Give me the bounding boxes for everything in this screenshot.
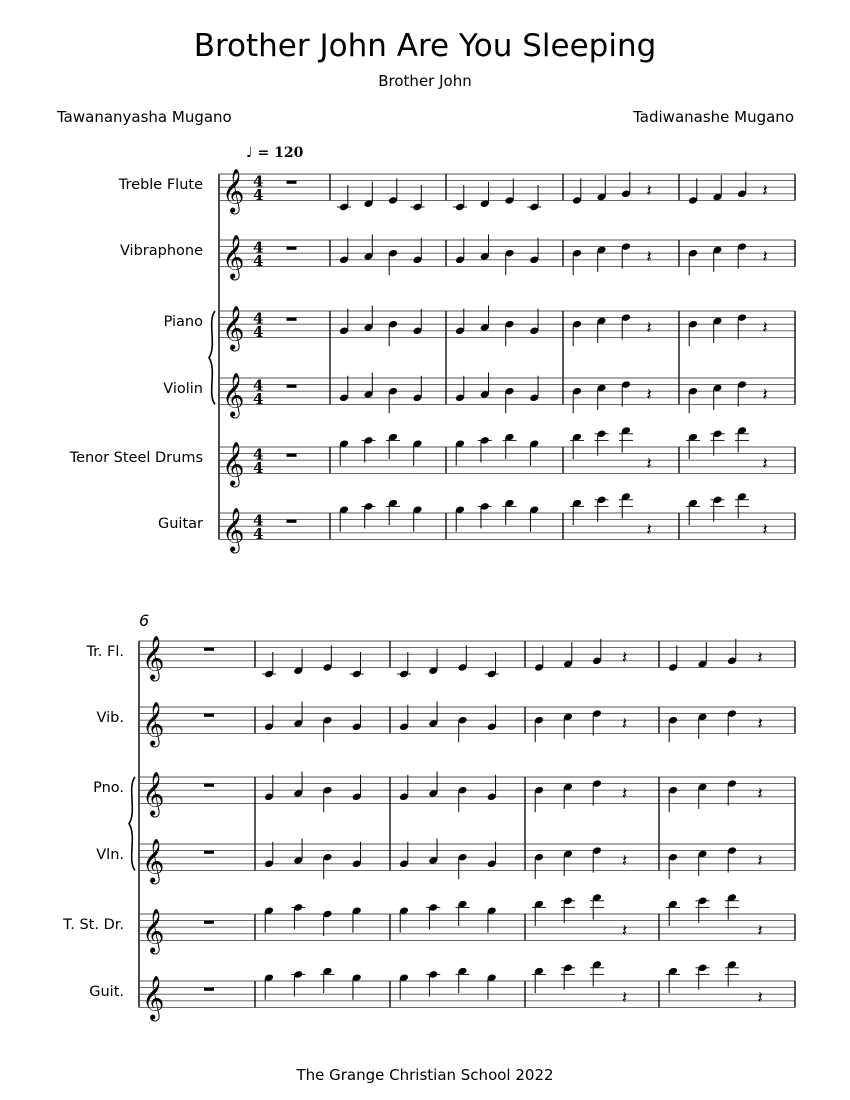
instrument-label: Treble Flute (118, 177, 203, 194)
quarter-rest-icon: 𝄽 (646, 384, 652, 405)
quarter-rest-icon: 𝄽 (757, 647, 763, 668)
whole-rest-icon (287, 385, 297, 388)
quarter-rest-icon: 𝄽 (757, 920, 763, 941)
treble-clef-icon: 𝄞 (142, 838, 165, 883)
instrument-label: Piano (163, 314, 203, 331)
quarter-rest-icon: 𝄽 (762, 246, 768, 267)
instrument-label: Tr. Fl. (86, 644, 124, 661)
quarter-rest-icon: 𝄽 (762, 453, 768, 474)
whole-rest-icon (287, 318, 297, 321)
whole-rest-icon (287, 454, 297, 457)
whole-rest-icon (204, 988, 214, 991)
time-signature-top: 4 (253, 309, 264, 328)
time-signature-top: 4 (253, 511, 264, 530)
quarter-rest-icon: 𝄽 (762, 180, 768, 201)
time-signature-bottom: 4 (253, 524, 264, 543)
whole-rest-icon (287, 181, 297, 184)
score-subtitle: Brother John (378, 72, 472, 90)
quarter-rest-icon: 𝄽 (762, 519, 768, 540)
treble-clef-icon: 𝄞 (222, 372, 245, 417)
quarter-rest-icon: 𝄽 (646, 180, 652, 201)
treble-clef-icon: 𝄞 (142, 701, 165, 746)
instrument-label: Vib. (96, 710, 124, 727)
time-signature-bottom: 4 (253, 185, 264, 204)
time-signature-bottom: 4 (253, 389, 264, 408)
instrument-label: Violin (163, 381, 203, 398)
whole-rest-icon (287, 520, 297, 523)
quarter-rest-icon: 𝄽 (646, 453, 652, 474)
quarter-rest-icon: 𝄽 (622, 713, 628, 734)
quarter-rest-icon: 𝄽 (757, 713, 763, 734)
time-signature-top: 4 (253, 445, 264, 464)
tempo-value: = 120 (257, 145, 304, 161)
quarter-rest-icon: 𝄽 (622, 987, 628, 1008)
instrument-label: T. St. Dr. (63, 917, 124, 934)
whole-rest-icon (204, 714, 214, 717)
treble-clef-icon: 𝄞 (142, 771, 165, 816)
whole-rest-icon (287, 247, 297, 250)
treble-clef-icon: 𝄞 (222, 441, 245, 486)
whole-rest-icon (204, 784, 214, 787)
whole-rest-icon (204, 921, 214, 924)
quarter-rest-icon: 𝄽 (622, 850, 628, 871)
whole-rest-icon (204, 648, 214, 651)
quarter-rest-icon: 𝄽 (622, 920, 628, 941)
instrument-label: Vln. (96, 847, 124, 864)
composer-name: Tadiwanashe Mugano (633, 108, 794, 126)
treble-clef-icon: 𝄞 (222, 234, 245, 279)
score-title: Brother John Are You Sleeping (193, 28, 657, 64)
quarter-rest-icon: 𝄽 (622, 647, 628, 668)
whole-rest-icon (204, 851, 214, 854)
brace-icon (209, 311, 215, 404)
quarter-rest-icon: 𝄽 (757, 987, 763, 1008)
quarter-rest-icon: 𝄽 (646, 246, 652, 267)
time-signature-bottom: 4 (253, 251, 264, 270)
quarter-rest-icon: 𝄽 (757, 850, 763, 871)
footer-text: The Grange Christian School 2022 (296, 1066, 554, 1084)
treble-clef-icon: 𝄞 (222, 168, 245, 213)
time-signature-top: 4 (253, 238, 264, 257)
instrument-label: Guit. (89, 984, 124, 1001)
instrument-label: Pno. (93, 780, 124, 797)
instrument-label: Guitar (158, 516, 203, 533)
arranger-name: Tawananyasha Mugano (57, 108, 232, 126)
brace-icon (129, 777, 135, 870)
time-signature-bottom: 4 (253, 322, 264, 341)
instrument-label: Tenor Steel Drums (69, 450, 203, 467)
treble-clef-icon: 𝄞 (142, 908, 165, 953)
quarter-note-icon: ♩ (246, 145, 253, 161)
treble-clef-icon: 𝄞 (222, 507, 245, 552)
time-signature-bottom: 4 (253, 458, 264, 477)
quarter-rest-icon: 𝄽 (762, 317, 768, 338)
quarter-rest-icon: 𝄽 (622, 783, 628, 804)
quarter-rest-icon: 𝄽 (646, 317, 652, 338)
quarter-rest-icon: 𝄽 (762, 384, 768, 405)
measure-number: 6 (139, 611, 150, 630)
treble-clef-icon: 𝄞 (142, 635, 165, 680)
quarter-rest-icon: 𝄽 (646, 519, 652, 540)
treble-clef-icon: 𝄞 (222, 305, 245, 350)
quarter-rest-icon: 𝄽 (757, 783, 763, 804)
instrument-label: Vibraphone (119, 243, 203, 260)
treble-clef-icon: 𝄞 (142, 975, 165, 1020)
time-signature-top: 4 (253, 376, 264, 395)
time-signature-top: 4 (253, 172, 264, 191)
